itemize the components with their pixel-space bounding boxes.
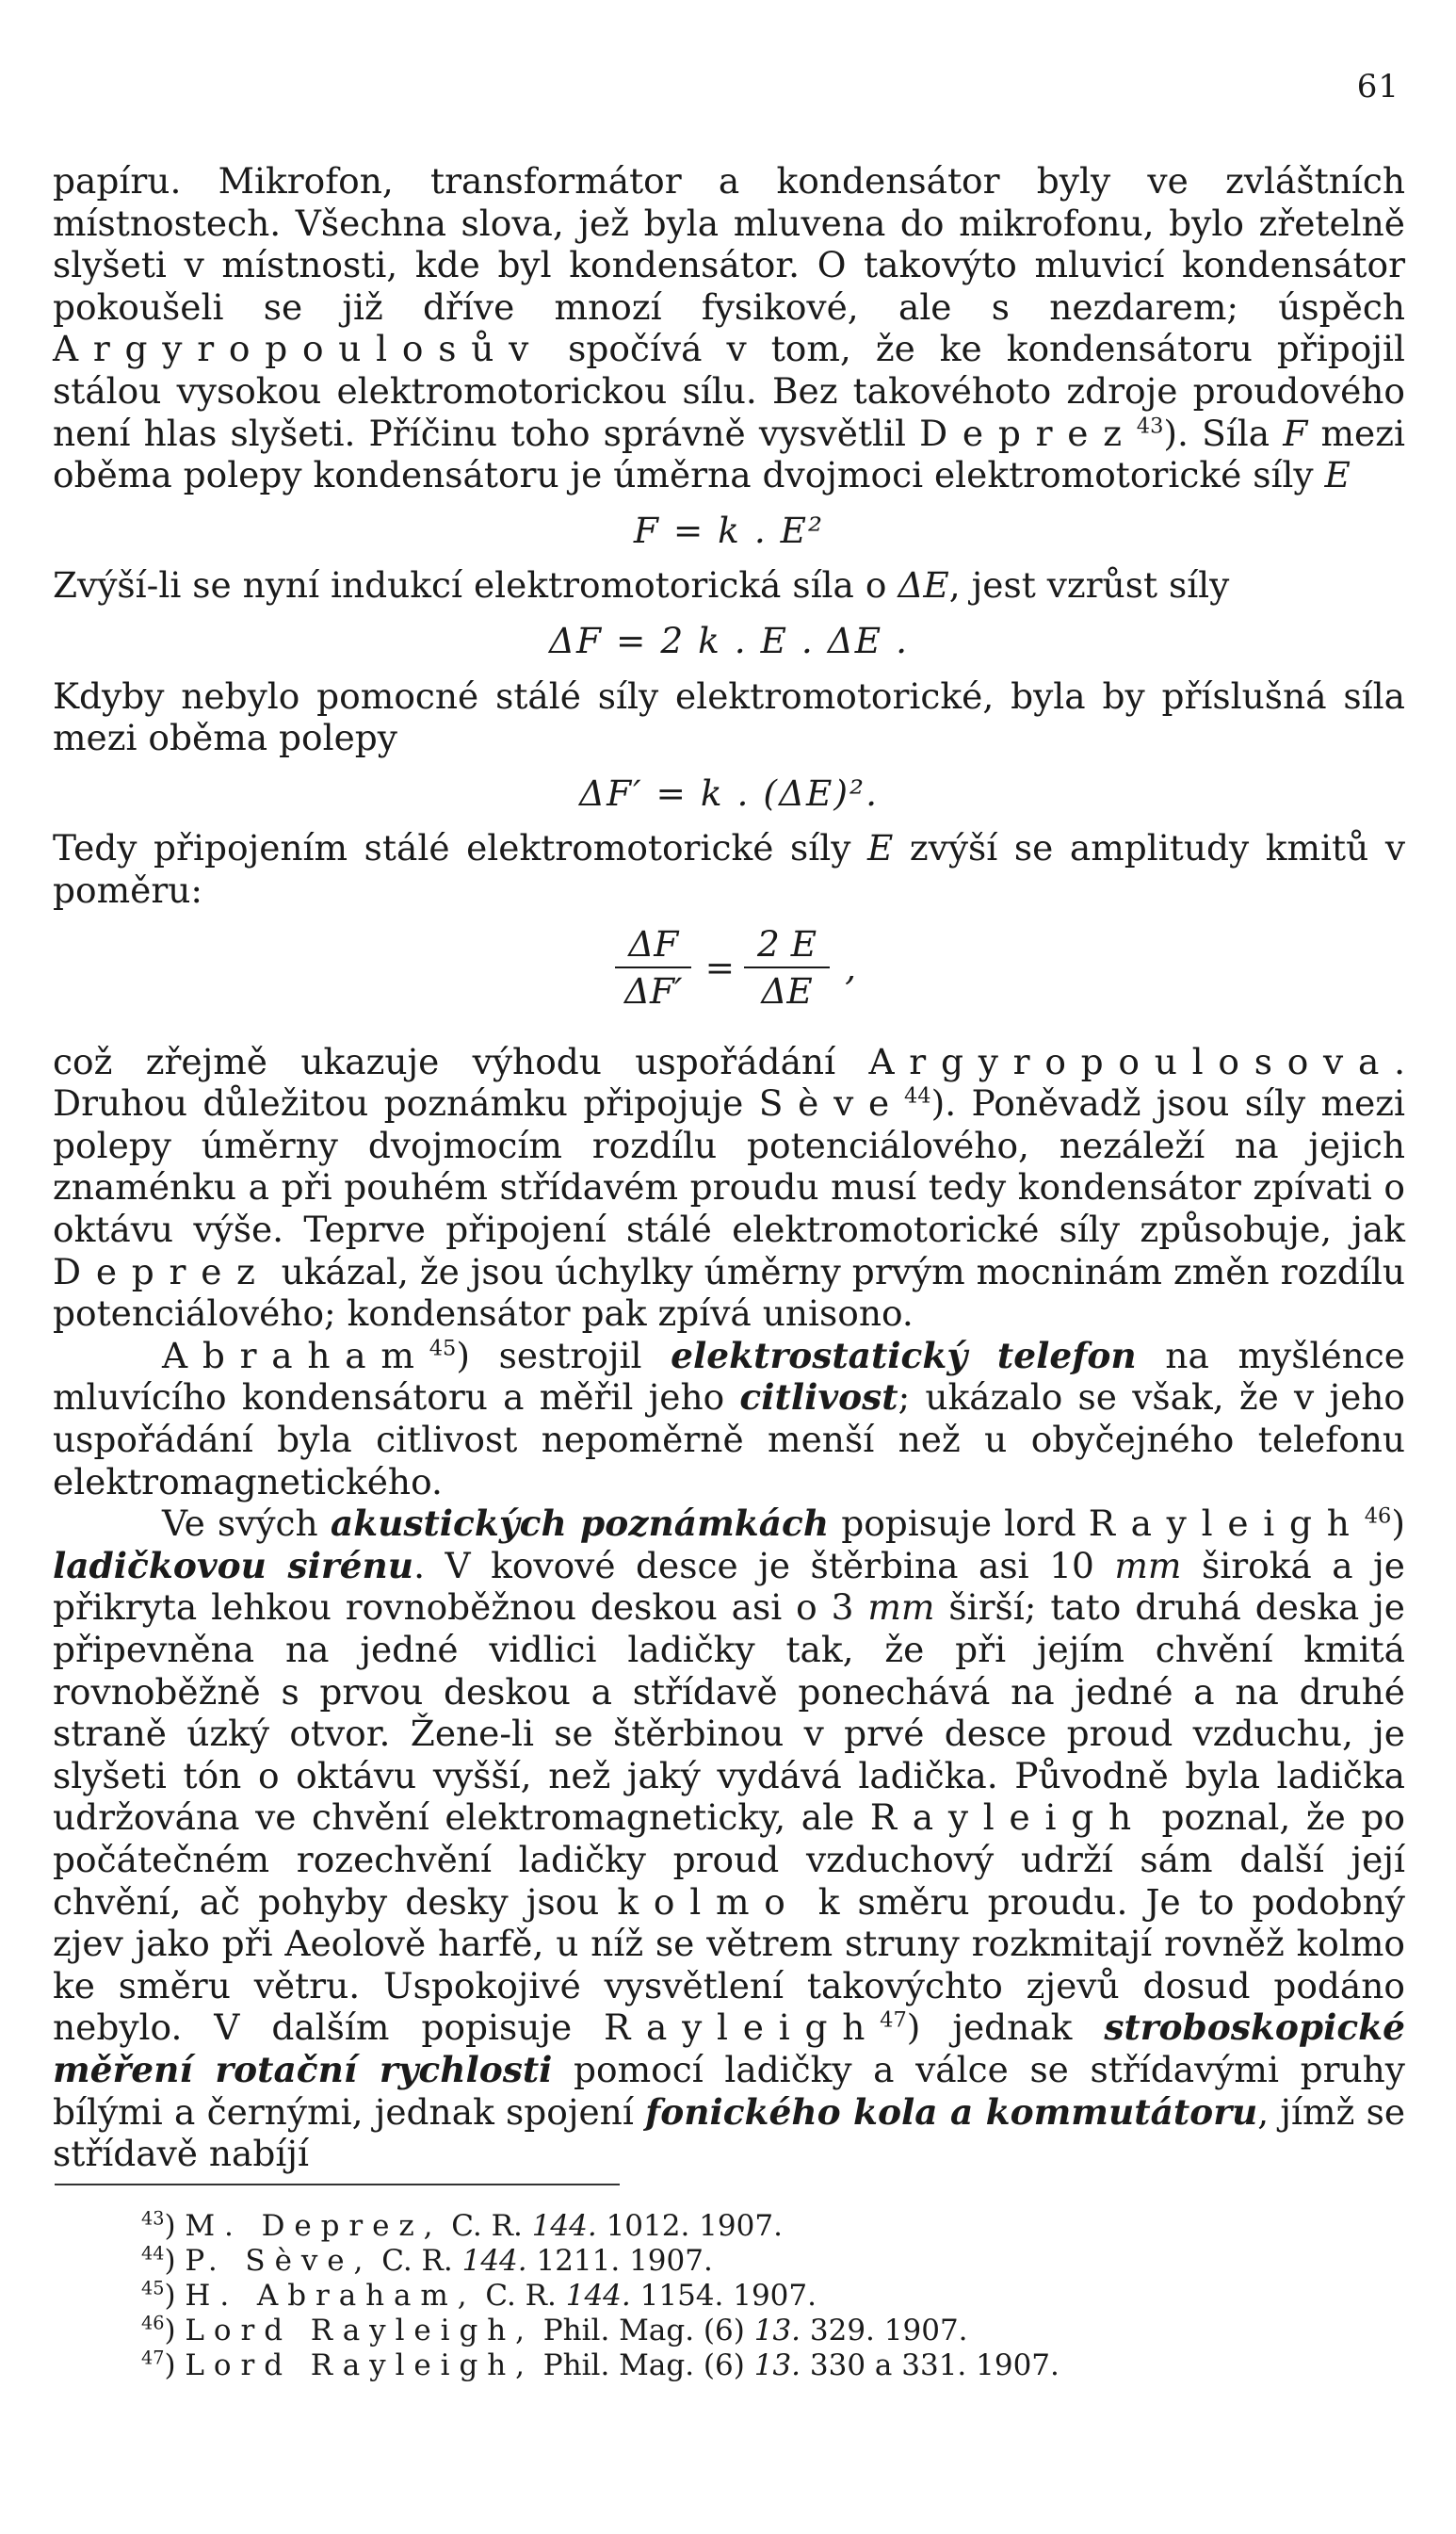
text-run: . V kovové desce je štěrbina asi 10 <box>413 1544 1115 1586</box>
text-run: mm <box>867 1586 935 1629</box>
text-run: mezi oběma polepy kondensátoru je úměrna dvojmoci elektromotorické síly <box>53 412 1405 496</box>
fraction-numerator: ΔF <box>615 923 691 969</box>
fraction-equation <box>53 923 1405 1013</box>
footnote-ref: 43 <box>1136 414 1164 439</box>
page-number: 61 <box>1356 68 1399 106</box>
equals-sign: = <box>704 946 735 988</box>
footnote-volume: 144. <box>461 2244 527 2278</box>
text-run: ΔE <box>898 564 949 607</box>
text-run: Tedy připojením stálé elektromotorické síly <box>53 827 867 869</box>
footnote-pages: 1012. 1907. <box>606 2209 783 2243</box>
text-run: Ve svých <box>162 1503 331 1545</box>
footnote-author: M. Deprez, <box>185 2209 443 2243</box>
text-run: širší; tato druhá deska je připevněna na jedné vidlici ladičky tak, že při jejím chvění kmitá rovnoběžně s prvou deskou a střídavě ponechává na jedné a na druhé straně úzký otvor. Žene-li se štěrbinou v prvé desce proud vzduchu, je slyšeti tón o oktávu vyšší, než jaký vydává ladička. Původně byla ladička udržována ve chvění elektromagneticky, ale <box>53 1586 1405 1839</box>
text-run: mm <box>1114 1544 1182 1586</box>
text-run: popisuje lord <box>829 1503 1089 1545</box>
emphasis-term: ladičkovou sirénu <box>53 1544 414 1586</box>
text-run: ukázal, že jsou úchylky úměrny prvým mocninám změn rozdílu potenciálového; kondensátor pak zpívá unisono. <box>53 1250 1405 1335</box>
author-name: Sève <box>758 1082 904 1125</box>
footnote-author: H. Abraham, <box>185 2279 477 2313</box>
footnote-ref: 46 <box>1364 1503 1392 1529</box>
emphasis-term: citlivost <box>739 1376 898 1419</box>
emphasis-term: stroboskopické měření rotační rychlosti <box>53 2006 1406 2090</box>
text-run: , jest vzrůst síly <box>948 564 1230 607</box>
footnote-number: 46 <box>141 2312 165 2334</box>
author-name: Abraham <box>162 1334 429 1376</box>
footnote-journal: Phil. Mag. (6) <box>542 2314 745 2347</box>
footnote-number: 43 <box>141 2207 165 2230</box>
footnote-author: P. Sève, <box>185 2244 373 2278</box>
footnote-ref: 47 <box>880 2007 907 2033</box>
paragraph <box>53 1503 1405 2175</box>
paragraph <box>53 160 1405 496</box>
footnote: $^{43}$) M. Deprez, C. R. 144. 1012. 1907. <box>141 2207 783 2243</box>
text-run: pomocí ladičky a válce se střídavými pruhy bílými a černými, jednak spojení <box>53 2048 1405 2133</box>
author-name: Deprez <box>919 412 1137 454</box>
footnote-journal: C. R. <box>381 2244 453 2278</box>
text-run: F <box>1283 412 1308 454</box>
footnote: $^{47}$) Lord Rayleigh, Phil. Mag. (6) 13. 330 a 331. 1907. <box>141 2347 1060 2382</box>
footnote-pages: 1211. 1907. <box>536 2244 713 2278</box>
author-name: Argyropoulosova <box>868 1040 1395 1082</box>
footnote-divider <box>55 2184 620 2185</box>
text-run: což zřejmě ukazuje výhodu uspořádání <box>53 1040 869 1082</box>
text-run: na myšlénce mluvícího kondensátoru a měřil jeho <box>53 1334 1405 1419</box>
footnote-pages: 329. 1907. <box>809 2314 968 2347</box>
paragraph <box>53 1335 1405 1503</box>
footnote-volume: 144. <box>531 2209 597 2243</box>
author-name: Rayleigh <box>869 1796 1146 1839</box>
footnote-pages: 1154. 1907. <box>639 2279 817 2313</box>
footnote: $^{44}$) P. Sève, C. R. 144. 1211. 1907. <box>141 2242 713 2278</box>
paragraph <box>53 827 1405 911</box>
footnotes <box>141 2209 1366 2383</box>
author-name: kolmo <box>617 1880 801 1923</box>
author-name: Rayleigh <box>1088 1503 1365 1545</box>
text-run: Zvýší-li se nyní indukcí elektromotorická síla o <box>53 564 898 607</box>
text-run: ). Síla <box>1163 412 1284 454</box>
footnote-journal: Phil. Mag. (6) <box>542 2348 745 2382</box>
equation: F = k . E² <box>633 509 825 551</box>
emphasis-term: akustických poznámkách <box>330 1503 830 1545</box>
footnote-number: 45 <box>141 2277 165 2299</box>
footnote: $^{46}$) Lord Rayleigh, Phil. Mag. (6) 13. 329. 1907. <box>141 2312 968 2347</box>
text-run: papíru. Mikrofon, transformátor a kondensátor byly ve zvláštních místnostech. Všechna slova, jež byla mluvena do mikrofonu, bylo zřetelně slyšeti v místnosti, kde byl kondensátor. O takovýto mluvicí kondensátor pokoušeli se již dříve mnozí fysikové, ale s nezdarem; úspěch <box>53 160 1405 328</box>
footnote-number: 44 <box>141 2242 165 2265</box>
emphasis-term: fonického kola a kommutátoru <box>645 2090 1258 2133</box>
paragraph <box>53 1041 1405 1335</box>
text-run: široká a je přikryta lehkou rovnoběžnou deskou asi o 3 <box>53 1544 1405 1629</box>
paragraph <box>53 564 1405 607</box>
fraction <box>611 923 696 1013</box>
footnote: $^{45}$) H. Abraham, C. R. 144. 1154. 1907. <box>141 2277 817 2313</box>
footnote-journal: C. R. <box>451 2209 523 2243</box>
text-run: ) <box>1391 1503 1405 1545</box>
footnote-volume: 144. <box>565 2279 631 2313</box>
footnote-author: Lord Rayleigh, <box>185 2348 534 2382</box>
footnote-volume: 13. <box>753 2348 801 2382</box>
text-run: k směru proudu. Je to podobný zjev jako při Aeolově harfě, u níž se větrem struny rozkmitají rovněž kolmo ke směru větru. Uspokojivé vysvětlení takovýchto zjevů dosud podáno nebylo. V dalším popisuje <box>53 1880 1405 2049</box>
text-run: Kdyby nebylo pomocné stálé síly elektromotorické, byla by příslušná síla mezi oběma polepy <box>53 674 1405 759</box>
footnote-number: 47 <box>141 2347 165 2369</box>
fraction-denominator: ΔF′ <box>623 970 683 1013</box>
fraction <box>744 923 830 1013</box>
paragraph <box>53 675 1405 759</box>
fraction-numerator: 2 E <box>744 923 830 969</box>
text-run: ) jednak <box>906 2006 1105 2049</box>
emphasis-term: elektrostatický telefon <box>671 1334 1137 1376</box>
footnote-ref: 44 <box>903 1083 931 1109</box>
footnote-journal: C. R. <box>485 2279 557 2313</box>
text-run: spočívá v tom, že ke kondensátoru připojil stálou vysokou elektromotorickou sílu. Bez takovéhoto zdroje proudového není hlas slyšeti. Příčinu toho správně vysvětlil <box>53 328 1405 454</box>
text-run: zvýší se amplitudy kmitů v poměru: <box>53 827 1405 911</box>
author-name: Argyropoulosův <box>53 328 544 370</box>
text-run: ; ukázalo se však, že v jeho uspořádání byla citlivost nepoměrně menší než u obyčejného telefonu elektromagnetického. <box>53 1376 1405 1503</box>
footnote-volume: 13. <box>753 2314 801 2347</box>
text-run: . Druhou důležitou poznámku připojuje <box>53 1040 1405 1125</box>
text-run: E <box>1324 454 1351 496</box>
text-run: poznal, že po počátečném rozechvění ladičky proud vzduchový udrží sám další její chvění, ač pohyby desky jsou <box>53 1796 1405 1923</box>
equation: ΔF = 2 k . E . ΔE . <box>548 619 910 661</box>
text-run: E <box>866 827 894 869</box>
equation: ΔF′ = k . (ΔE)². <box>578 772 880 814</box>
footnote-ref: 45 <box>429 1336 457 1361</box>
fraction-denominator: ΔE <box>761 970 813 1013</box>
author-name: Rayleigh <box>604 2006 881 2049</box>
body-text <box>53 160 1405 2175</box>
text-run: ). Poněvadž jsou síly mezi polepy úměrny dvojmocím rozdílu potenciálového, nezáleží na jejich znaménku a při pouhém střídavém proudu musí tedy kondensátor zpívati o oktávu výše. Teprve připojení stálé elektromotorické síly způsobuje, jak <box>53 1082 1406 1251</box>
footnote-author: Lord Rayleigh, <box>185 2314 534 2347</box>
text-run: , jímž se střídavě nabíjí <box>53 2090 1406 2175</box>
fraction-tail: , <box>845 946 857 988</box>
footnote-pages: 330 a 331. 1907. <box>809 2348 1060 2382</box>
text-run: ) sestrojil <box>456 1334 671 1376</box>
author-name: Deprez <box>53 1250 270 1292</box>
